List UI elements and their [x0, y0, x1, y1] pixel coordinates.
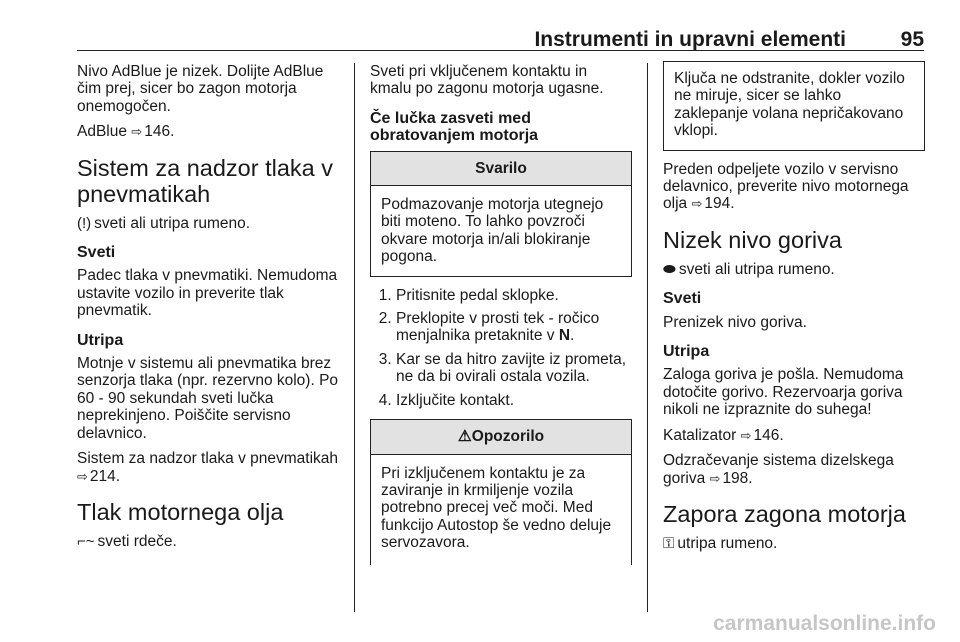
- car-key-icon: ⚿: [663, 534, 675, 552]
- adblue-reference: [77, 123, 345, 140]
- tpms-sveti-text: Padec tlaka v pnevmatiki. Nemudoma ustavite vozilo in preverite tlak pnevmatik.: [77, 267, 338, 320]
- diesel-ref-label: Odzračevanje sistema dizelskega goriva: [663, 452, 894, 487]
- catalyst-ref-page[interactable]: 146.: [753, 426, 784, 444]
- page-header: [77, 20, 924, 52]
- steps-list: [370, 287, 632, 409]
- page-ref-arrow-icon: ⇨: [691, 196, 703, 212]
- oil-status: [77, 533, 345, 550]
- heading-utripa: Utripa: [663, 343, 710, 361]
- heading-sveti: Sveti: [663, 290, 702, 308]
- warning-triangle-icon: ⚠: [457, 428, 472, 446]
- warning-title: Opozorilo: [471, 428, 545, 446]
- caution-box: [370, 151, 632, 277]
- key-warning-text: Ključa ne odstranite, dokler vozilo ne miruje, sicer se lahko zaklepanje volana nepričakovano vklopi.: [674, 70, 905, 140]
- heading-utripa: Utripa: [77, 331, 124, 349]
- heading-low-fuel: Nizek nivo goriva: [663, 226, 842, 253]
- list-item: 2. Preklopite v prosti tek - ročico menjalnika pretaknite v N.: [396, 310, 632, 345]
- gear-neutral-label: N: [558, 327, 571, 345]
- service-ref-page[interactable]: 194.: [704, 195, 735, 213]
- tire-pressure-icon: (!): [77, 214, 92, 232]
- watermark: carmanualsonline.info: [713, 612, 936, 635]
- tpms-status: [77, 215, 345, 232]
- column-2: [370, 63, 632, 575]
- column-1: [77, 63, 345, 558]
- oil-intro-paragraph: Sveti pri vključenem kontaktu in kmalu po zagonu motorja ugasne.: [370, 63, 604, 98]
- list-item: 1. Pritisnite pedal sklopke.: [396, 287, 632, 304]
- warning-text: Pri izključenem kontaktu je za zaviranje in krmiljenje vozila potrebno precej več moči. Med funkcijo Autostop še vedno deluje servozavora.: [381, 464, 612, 552]
- caution-title: Svarilo: [371, 152, 631, 186]
- catalyst-reference: [663, 427, 925, 444]
- page-number: 95: [900, 28, 924, 51]
- header-title: Instrumenti in upravni elementi: [534, 28, 846, 51]
- page-ref-arrow-icon: ⇨: [77, 468, 88, 484]
- heading-sveti: Sveti: [77, 244, 116, 262]
- tpms-utripa-text: Motnje v sistemu ali pnevmatika brez senzorja tlaka (npr. rezervno kolo). Po 60 - 90 sekundah sveti lučka neprekinjeno. Poiščite servisno delavnico.: [77, 355, 339, 442]
- column-3: [663, 63, 925, 560]
- heading-tpms: Sistem za nadzor tlaka v pnevmatikah: [77, 154, 333, 207]
- adblue-ref-label: AdBlue: [77, 123, 127, 141]
- service-paragraph: [663, 161, 925, 213]
- warning-header: [371, 420, 631, 454]
- oil-status-text: sveti rdeče.: [97, 532, 177, 550]
- column-divider-1: [354, 63, 355, 612]
- immo-status: [663, 535, 925, 552]
- diesel-ref-page[interactable]: 198.: [722, 469, 753, 487]
- heading-immobiliser: Zapora zagona motorja: [663, 500, 906, 527]
- fuel-utripa-text: Zaloga goriva je pošla. Nemudoma dotočite gorivo. Rezervoarja goriva nikoli ne izpraznite do suhega!: [663, 366, 904, 419]
- column-divider-2: [647, 63, 648, 612]
- header-divider: [77, 50, 924, 51]
- page-ref-arrow-icon: ⇨: [131, 124, 143, 140]
- adblue-ref-page[interactable]: 146.: [144, 123, 175, 141]
- list-item: 4. Izključite kontakt.: [396, 392, 632, 409]
- adblue-paragraph: Nivo AdBlue je nizek. Dolijte AdBlue čim prej, sicer bo zagon motorja onemogočen.: [77, 63, 324, 115]
- heading-while-driving: Če lučka zasveti med obratovanjem motorja: [370, 109, 539, 145]
- oil-can-icon: ⌐~: [77, 532, 95, 550]
- fuel-status-text: sveti ali utripa rumeno.: [678, 260, 835, 278]
- page-ref-arrow-icon: ⇨: [709, 470, 721, 486]
- diesel-reference: [663, 452, 925, 487]
- service-text: Preden odpeljete vozilo v servisno delavnico, preverite nivo motornega olja: [663, 160, 909, 213]
- fuel-drop-icon: ⬬: [663, 260, 676, 278]
- fuel-status: [663, 261, 925, 278]
- key-warning-box: [663, 61, 925, 151]
- tpms-status-text: sveti ali utripa rumeno.: [94, 214, 251, 232]
- caution-text: Podmazovanje motorja utegnejo biti moteno. To lahko povzroči okvare motorja in/ali blokiranje pogona.: [381, 196, 604, 266]
- tpms-reference: [77, 450, 345, 485]
- fuel-sveti-text: Prenizek nivo goriva.: [663, 313, 807, 331]
- heading-oil-pressure: Tlak motornega olja: [77, 498, 284, 525]
- catalyst-ref-label: Katalizator: [663, 426, 737, 444]
- list-item: 3. Kar se da hitro zavijte iz prometa, ne da bi ovirali ostala vozila.: [396, 351, 632, 386]
- tpms-ref-page[interactable]: 214.: [89, 467, 121, 485]
- immo-status-text: utripa rumeno.: [677, 534, 778, 552]
- page-ref-arrow-icon: ⇨: [740, 427, 752, 443]
- warning-box: [370, 419, 632, 565]
- tpms-ref-label: Sistem za nadzor tlaka v pnevmatikah: [77, 450, 339, 468]
